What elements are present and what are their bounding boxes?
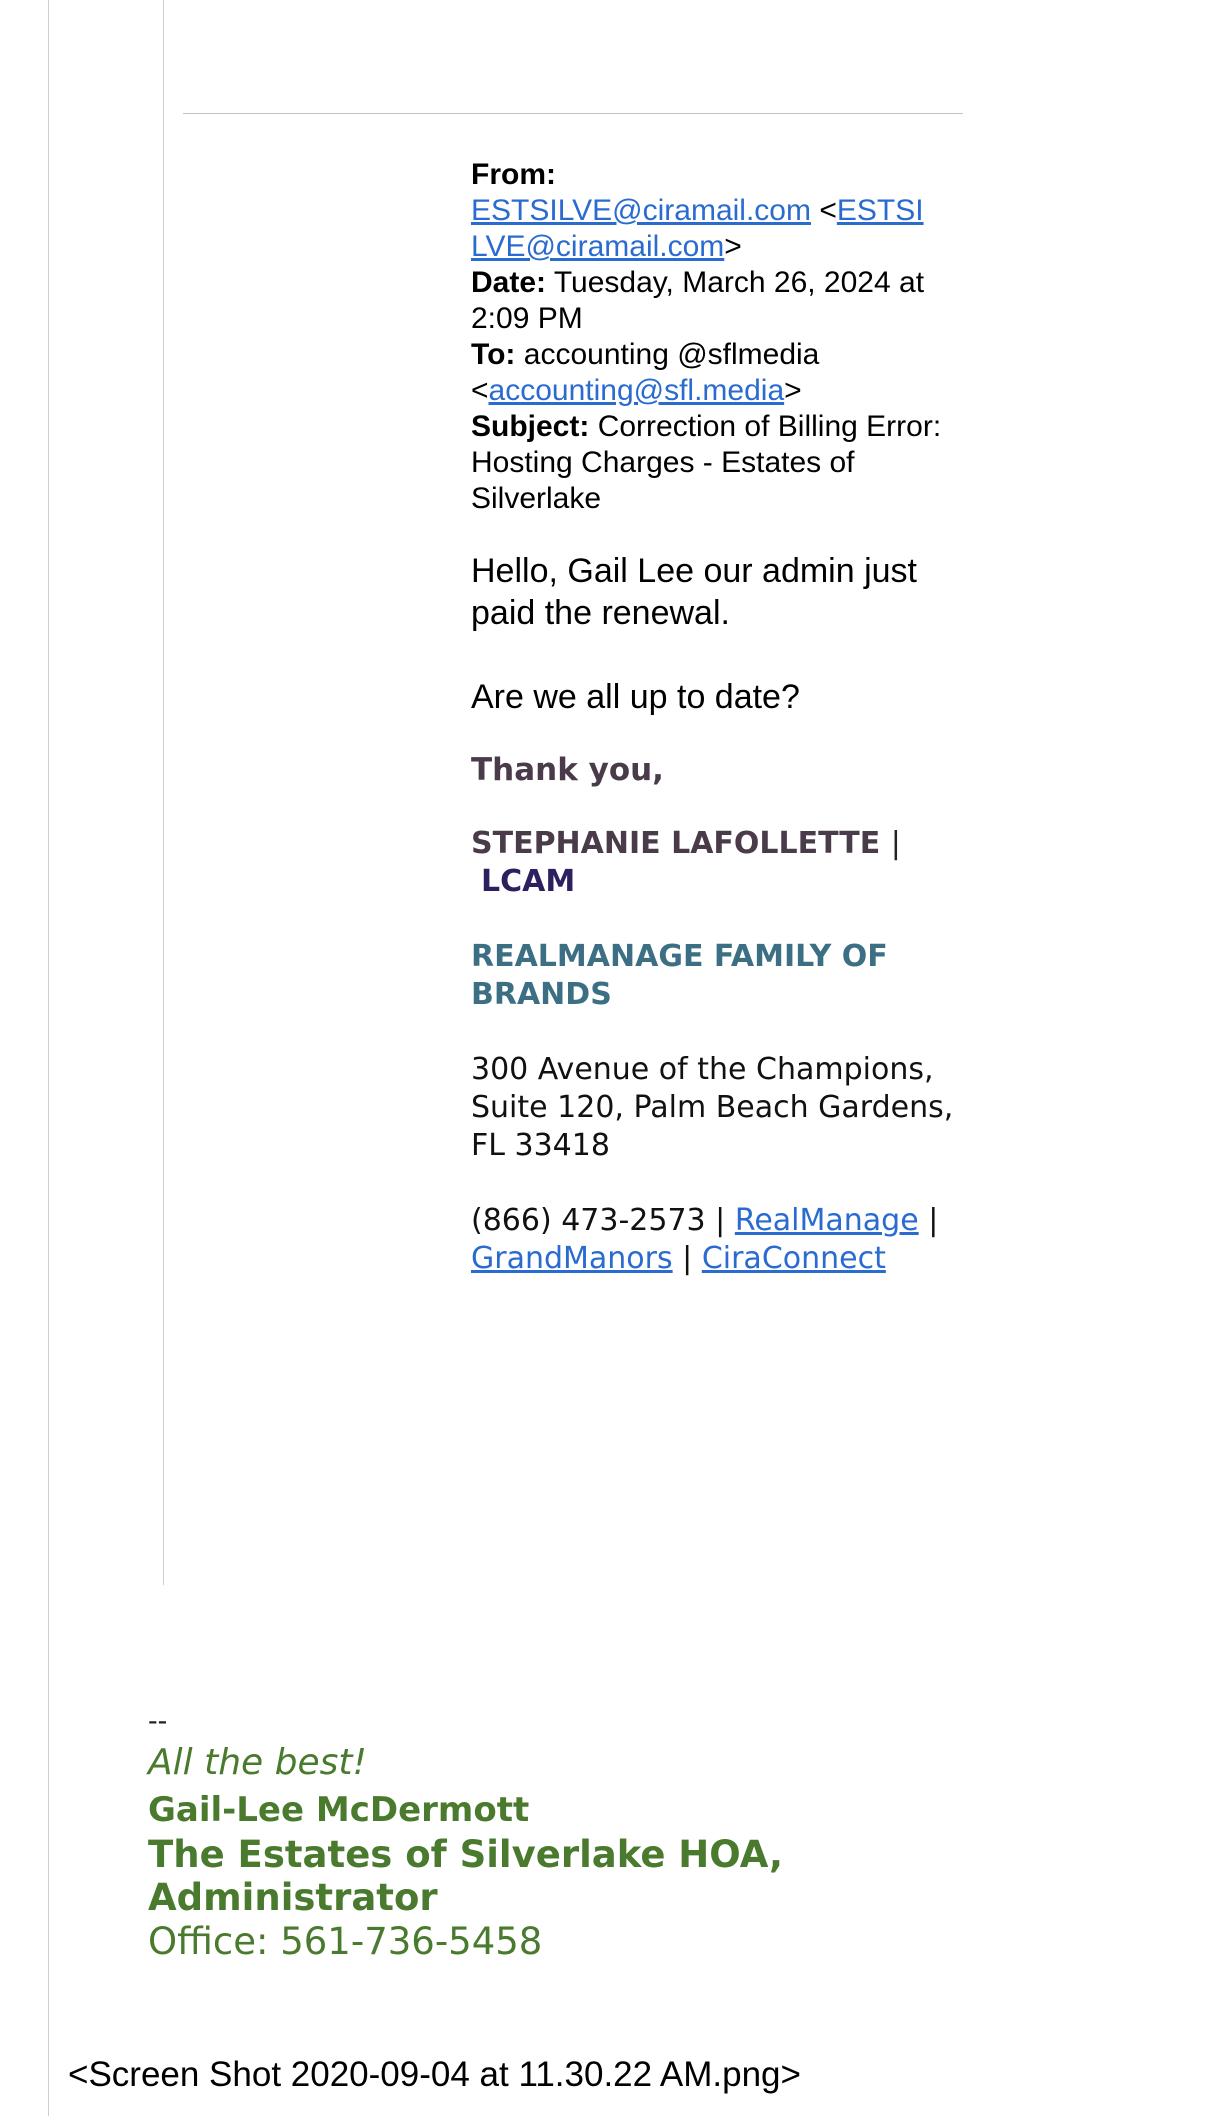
sender-name: Gail-Lee McDermott: [148, 1790, 530, 1830]
body-question: Are we all up to date?: [471, 678, 800, 716]
date-value: Tuesday, March 26, 2024 at 2:09 PM: [471, 266, 925, 335]
sender-signature: [148, 1703, 1048, 1965]
signature-thanks: Thank you,: [471, 752, 664, 788]
from-email-bracket-part1: ESTSI: [836, 194, 924, 227]
from-email-bracket-part2: LVE@ciramail.com: [471, 230, 725, 263]
ciraconnect-link[interactable]: CiraConnect: [701, 1241, 886, 1276]
signature-address: 300 Avenue of the Champions, Suite 120, Palm Beach Gardens, FL 33418: [471, 1052, 954, 1163]
subject-label: Subject:: [471, 410, 590, 443]
from-email-link[interactable]: ESTSILVE@ciramail.com: [471, 194, 811, 227]
from-label: From:: [471, 158, 556, 191]
signature-title: LCAM: [481, 864, 576, 899]
sender-org: [148, 1833, 1048, 1919]
sender-office-phone: Office: 561-736-5458: [148, 1920, 543, 1963]
subject-value: Correction of Billing Error: Hosting Charges - Estates of Silverlake: [471, 410, 942, 515]
header-to: To: accounting @sflmedia <accounting@sfl.media>: [471, 338, 820, 407]
signature-phone: (866) 473-2573: [471, 1203, 706, 1238]
signature-name: STEPHANIE LAFOLLETTE: [471, 826, 881, 861]
attachment-placeholder[interactable]: <Screen Shot 2020-09-04 at 11.30.22 AM.png>: [68, 2055, 801, 2094]
signature-separator: |: [890, 826, 901, 861]
signature-regards: All the best!: [148, 1742, 367, 1783]
signature-contact-line: (866) 473-2573 | RealManage | GrandManors | CiraConnect: [471, 1203, 939, 1276]
header-subject: [471, 409, 971, 517]
realmanage-link[interactable]: RealManage: [734, 1203, 919, 1238]
sender-org-line1: The Estates of Silverlake HOA,: [148, 1833, 784, 1876]
signature-name-line: [471, 825, 971, 901]
outer-quote-bar: [48, 0, 49, 2116]
signature-brand: REALMANAGE FAMILY OF BRANDS: [471, 939, 888, 1012]
body-hello: Hello, Gail Lee our admin just paid the renewal.: [471, 552, 918, 632]
grandmanors-link[interactable]: GrandManors: [471, 1241, 673, 1276]
sender-org-line2: Administrator: [148, 1876, 438, 1919]
header-date: [471, 265, 971, 337]
signature-dashes: --: [148, 1705, 168, 1737]
to-label: To:: [471, 338, 516, 371]
message-divider: [183, 113, 963, 114]
quoted-message: [471, 157, 971, 1278]
header-from: From: ESTSILVE@ciramail.com <ESTSI LVE@ciramail.com>: [471, 158, 924, 263]
inner-quote-bar: [163, 0, 164, 1585]
to-name: accounting @sflmedia: [523, 338, 820, 371]
to-email-link[interactable]: accounting@sfl.media: [488, 374, 785, 407]
date-label: Date:: [471, 266, 547, 299]
